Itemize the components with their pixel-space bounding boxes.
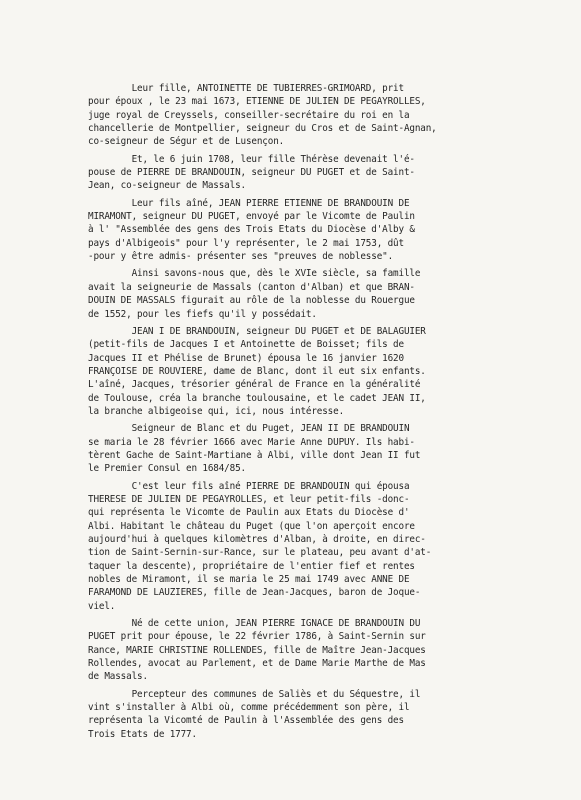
text-line: pouse de PIERRE DE BRANDOUIN, seigneur DU PUGET et de Saint- (88, 167, 415, 179)
text-line: -pour y être admis- présenter ses "preuves de noblesse". (88, 251, 394, 263)
text-line: PUGET prit pour épouse, le 22 février 1786, à Saint-Sernin sur (88, 631, 426, 643)
text-line: C'est leur fils aîné PIERRE DE BRANDOUIN qui épousa (88, 480, 410, 492)
text-line: DOUIN DE MASSALS figurait au rôle de la noblesse du Rouergue (88, 295, 415, 307)
text-line: taquer la descente), propriétaire de l'entier fief et rentes (88, 560, 415, 572)
paragraph (88, 325, 520, 418)
document-text (88, 82, 520, 741)
text-line: Ainsi savons-nous que, dès le XVIe siècle, sa famille (88, 268, 421, 280)
text-line: JEAN I DE BRANDOUIN, seigneur DU PUGET et DE BALAGUIER (88, 325, 426, 337)
text-line: avait la seigneurie de Massals (canton d'Alban) et que BRAN- (88, 281, 415, 293)
text-line: le Premier Consul en 1684/85. (88, 463, 246, 475)
text-line: Rance, MARIE CHRISTINE ROLLENDES, fille de Maître Jean-Jacques (88, 644, 426, 656)
text-line: de Massals. (88, 671, 148, 683)
text-line: THERESE DE JULIEN DE PEGAYROLLES, et leur petit-fils -donc- (88, 493, 410, 505)
text-line: Leur fille, ANTOINETTE DE TUBIERRES-GRIMOARD, prit (88, 83, 404, 94)
text-line: MIRAMONT, seigneur DU PUGET, envoyé par le Vicomte de Paulin (88, 211, 415, 223)
text-line: Rollendes, avocat au Parlement, et de Dame Marie Marthe de Mas (88, 658, 426, 670)
text-line: de 1552, pour les fiefs qu'il y possédait. (88, 308, 317, 320)
text-line: L'aîné, Jacques, trésorier général de France en la généralité (88, 379, 421, 391)
text-line: Jacques II et Phélise de Brunet) épousa le 16 janvier 1620 (88, 352, 404, 364)
text-line: FRANÇOISE DE ROUVIERE, dame de Blanc, dont il eut six enfants. (88, 365, 426, 377)
text-line: pour époux , le 23 mai 1673, ETIENNE DE JULIEN DE PEGAYROLLES, (88, 96, 426, 108)
text-line: viel. (88, 600, 116, 612)
paragraph (88, 688, 520, 741)
text-line: Leur fils aîné, JEAN PIERRE ETIENNE DE BRANDOUIN DE (88, 197, 410, 209)
text-line: tion de Saint-Sernin-sur-Rance, sur le plateau, peu avant d'at- (88, 547, 432, 559)
text-line: qui représenta le Vicomte de Paulin aux Etats du Diocèse d' (88, 507, 410, 519)
text-line: Albi. Habitant le château du Puget (que l'on aperçoit encore (88, 520, 415, 532)
paragraph (88, 480, 520, 613)
text-line: à l' "Assemblée des gens des Trois Etats du Diocèse d'Alby & (88, 224, 415, 236)
paragraph (88, 267, 520, 320)
text-line: de Toulouse, créa la branche toulousaine, et le cadet JEAN II, (88, 392, 426, 404)
paragraph (88, 422, 520, 475)
text-line: représenta la Vicomté de Paulin à l'Assemblée des gens des (88, 715, 404, 727)
text-line: co-seigneur de Ségur et de Lusençon. (88, 136, 285, 148)
text-line: Jean, co-seigneur de Massals. (88, 180, 246, 192)
text-line: Trois Etats de 1777. (88, 728, 197, 740)
paragraph (88, 153, 520, 193)
text-line: Seigneur de Blanc et du Puget, JEAN II DE BRANDOUIN (88, 423, 410, 435)
text-line: Né de cette union, JEAN PIERRE IGNACE DE BRANDOUIN DU (88, 618, 421, 630)
text-line: Et, le 6 juin 1708, leur fille Thérèse devenait l'é- (88, 153, 415, 165)
text-line: pays d'Albigeois" pour l'y représenter, le 2 mai 1753, dût (88, 237, 404, 249)
paragraph (88, 617, 520, 684)
text-line: vint s'installer à Albi où, comme précédemment son père, il (88, 702, 410, 714)
paragraph (88, 82, 520, 149)
text-line: nobles de Miramont, il se maria le 25 mai 1749 avec ANNE DE (88, 574, 410, 586)
text-line: FARAMOND DE LAUZIERES, fille de Jean-Jacques, baron de Joque- (88, 587, 421, 599)
text-line: (petit-fils de Jacques I et Antoinette de Boisset; fils de (88, 339, 404, 351)
text-line: aujourd'hui à quelques kilomètres d'Alban, à droite, en direc- (88, 534, 426, 545)
text-line: la branche albigeoise qui, ici, nous intéresse. (88, 405, 345, 417)
text-line: Percepteur des communes de Saliès et du Séquestre, il (88, 688, 421, 700)
text-line: tèrent Gache de Saint-Martiane à Albi, ville dont Jean II fut (88, 449, 421, 461)
text-line: se maria le 28 février 1666 avec Marie Anne DUPUY. Ils habi- (88, 436, 415, 448)
text-line: juge royal de Creyssels, conseiller-secrétaire du roi en la (88, 109, 410, 121)
text-line: chancellerie de Montpellier, seigneur du Cros et de Saint-Agnan, (88, 123, 437, 135)
paragraph (88, 197, 520, 264)
